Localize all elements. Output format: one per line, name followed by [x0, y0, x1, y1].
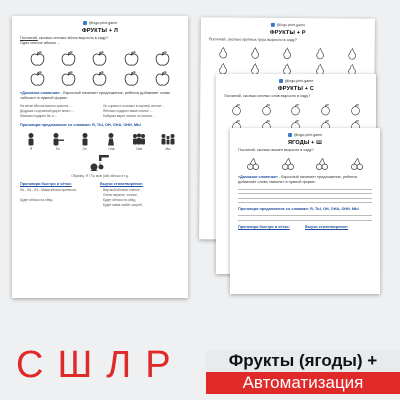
plum-icon	[319, 103, 332, 116]
tongue-twister-heading: Проговори быстро и чётко:	[238, 224, 290, 229]
pronoun-you: Ты	[51, 132, 65, 151]
apple-grid	[22, 50, 178, 87]
poem-line: Будет мама любит скорей.	[103, 202, 143, 207]
task-pronouns: Проговори предложение со словами: Я, ТЫ, ОН, ОНА, ОНИ, МЫ	[238, 206, 359, 211]
pear-icon	[249, 47, 262, 60]
phrase-item: Он сорвал и положил в корзину спелое ...	[103, 104, 165, 108]
count-answer-prompt: Одно спелое яблоко ...	[20, 41, 61, 45]
person-icon	[24, 132, 38, 146]
pear-icon	[281, 47, 294, 60]
worksheet-title: ФРУКТЫ + Л	[81, 28, 119, 34]
task-complete-phrase: «Досказки словечка» - Взрослый начинает предложение, ребенок добавляет слово «яблоко» в нужной форме:	[20, 91, 171, 100]
cherry-icon	[246, 157, 260, 171]
phrase-column-left	[20, 104, 97, 118]
person-pointing-icon	[51, 132, 65, 146]
plum-icon	[289, 103, 302, 116]
product-title: Фрукты (ягоды) +	[206, 350, 400, 372]
poem-lines	[103, 188, 180, 207]
apple-icon	[60, 70, 77, 87]
phrase-item: На ветке яблоня висело красное ...	[20, 104, 72, 108]
phrase-column-right	[103, 104, 180, 118]
tap-washing-icon	[87, 154, 113, 172]
question-text: Посчитай, сколько спелых слив выросло в саду?	[224, 94, 311, 98]
pronoun-i: Я	[24, 132, 38, 151]
brand-logo: СШЛР	[16, 344, 185, 386]
worksheet-title: ФРУКТЫ + Р	[269, 29, 306, 37]
plum-icon	[349, 103, 362, 116]
pronoun-they: Они	[131, 132, 147, 151]
apple-icon	[29, 70, 46, 87]
pronoun-row	[24, 132, 176, 151]
cherry-icon	[281, 157, 295, 171]
phrase-item: Яблочко подарил маме спелое ...	[103, 108, 153, 113]
question-text: Посчитай, сколько крупных груш выросло в саду?	[208, 37, 297, 43]
family-icon	[160, 132, 176, 146]
site-tag: @logo.print.game	[12, 21, 188, 25]
site-tag: @logo.print.game	[216, 79, 376, 83]
pronoun-we: Мы	[160, 132, 176, 151]
apple-icon	[29, 50, 46, 67]
apple-icon	[60, 50, 77, 67]
poem-line: Будет яблоко на обед,	[103, 197, 136, 202]
worksheet-main	[12, 16, 188, 298]
worksheet-title: ЯГОДЫ + Ш	[287, 140, 323, 146]
group-icon	[131, 132, 147, 146]
cherry-icon	[315, 157, 329, 171]
apple-icon	[123, 50, 140, 67]
boy-icon	[78, 132, 92, 146]
poem-line: Очень вкусное, сочное,	[103, 193, 138, 198]
task-pronouns: Проговори предложение со словами: Я, ТЫ, ОН, ОНА, ОНИ, МЫ	[20, 123, 141, 128]
poem-line: Вкусный яблочко спелое,	[103, 188, 141, 193]
cherry-icon	[350, 157, 364, 171]
washing-picture	[12, 154, 188, 172]
pronoun-she: Она	[104, 132, 118, 151]
cherry-grid	[238, 157, 372, 171]
task-complete-phrase: «Досказки словечка» - Взрослый начинает предложение, ребенок добавляет слово «вишня» в нужной форме:	[238, 175, 358, 184]
pear-icon	[346, 48, 359, 61]
question-text: Посчитай, сколько вишен выросло в саду?	[238, 148, 314, 152]
plum-icon	[230, 103, 243, 116]
site-tag: @logo.print.game	[230, 133, 380, 137]
pronoun-he: Он	[78, 132, 92, 151]
phrase-columns	[20, 104, 180, 118]
phrase-item: Дедушка с корзинкой дарит много ...	[20, 108, 74, 113]
phrase-item: Бабушка варит компот из кислых ...	[103, 113, 156, 118]
tongue-twister-lines	[20, 188, 97, 207]
apple-icon	[91, 50, 108, 67]
product-subtitle: Автоматизация	[206, 372, 400, 394]
twister-line: ЛА - ЛА - ЛА - Мама яблоки принесла.	[20, 188, 77, 193]
poem-heading: Выучи стихотворение:	[100, 182, 144, 187]
apple-icon	[123, 70, 140, 87]
worksheet-preview-sh	[230, 128, 380, 294]
count-question: Посчитай, сколько спелых яблок выросло в саду?	[20, 36, 109, 40]
pear-icon	[313, 47, 326, 60]
apple-icon	[154, 50, 171, 67]
pear-grid	[208, 46, 366, 76]
poem-heading: Выучи стихотворение:	[305, 224, 349, 229]
plum-icon	[260, 103, 273, 116]
sample-text: Образец: Я / Ты мою (ый) яблоко и т.д.	[71, 174, 129, 179]
girl-icon	[104, 132, 118, 146]
tongue-twister-heading: Проговори быстро и чётко:	[20, 182, 72, 187]
twister-line: Будет яблоко на обед.	[20, 197, 53, 202]
pear-icon	[216, 46, 229, 59]
site-tag: @logo.print.game	[201, 22, 375, 28]
worksheet-title: ФРУКТЫ + С	[277, 86, 315, 92]
apple-icon	[91, 70, 108, 87]
apple-icon	[154, 70, 171, 87]
phrase-item: Мальчик подарил бы я ...	[20, 113, 58, 118]
